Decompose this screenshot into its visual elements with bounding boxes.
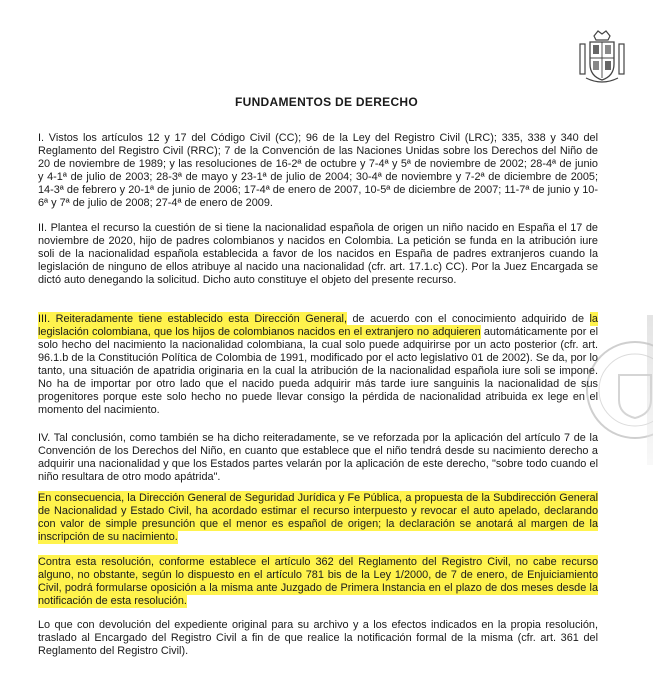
highlight-appeal: Contra esta resolución, conforme establece el artículo 362 del Reglamento del Registro Civil, no cabe recurso alguno, no obstante, según lo dispuesto en el artículo 781 bis de la Ley 1/2000, de 7 de enero, de Enjuiciamiento Civil, podrá formularse oposición a la misma ante Juzgado de Primera Instancia en el plazo de dos meses desde la notificación de esta resolución. xyxy=(38,556,598,607)
highlight-iii-a: III. Reiteradamente tiene establecido esta Dirección General, xyxy=(38,313,347,325)
paragraph-resolution xyxy=(38,492,598,544)
highlight-iii-b: la legislación colombiana, que los hijos de colombianos nacidos en el extranjero no adquieren xyxy=(38,313,598,338)
paragraph-closing: Lo que con devolución del expediente original para su archivo y a los efectos indicados en la propia resolución, traslado al Encargado del Registro Civil a fin de que realice la notificación formal de la misma (cfr. art. 361 del Reglamento del Registro Civil). xyxy=(38,619,598,657)
highlight-resolution: En consecuencia, la Dirección General de Seguridad Jurídica y Fe Pública, a propuesta de la Subdirección General de Nacionalidad y Estado Civil, ha acordado estimar el recurso interpuesto y revocar el auto apelado, declarando con valor de simple presunción que el menor es español de origen; la declaración se anotará al margen de la inscripción de su nacimiento. xyxy=(38,492,598,543)
paragraph-i: I. Vistos los artículos 12 y 17 del Código Civil (CC); 96 de la Ley del Registro Civil (LRC); 335, 338 y 340 del Reglamento del Registro Civil (RRC); 7 de la Convención de las Naciones Unidas sobre los Derechos del Niño de 20 de noviembre de 1989; y las resoluciones de 16-2ª de octubre y 7-4ª y 5ª de noviembre de 2002; 28-4ª de junio y 4-1ª de julio de 2003; 28-3ª de mayo y 23-1ª de julio de 2004; 30-4ª de noviembre y 7-2ª de diciembre de 2005; 14-3ª de febrero y 20-1ª de junio de 2006; 17-4ª de enero de 2007, 10-5ª de diciembre de 2007; 11-7ª de junio y 10-6ª y 7ª de julio de 2008; 27-4ª de enero de 2009. xyxy=(38,132,598,209)
paragraph-appeal xyxy=(38,556,598,608)
paragraph-iv: IV. Tal conclusión, como también se ha dicho reiteradamente, se ve reforzada por la aplicación del artículo 7 de la Convención de los Derechos del Niño, en cuanto que establece que el niño tendrá desde su nacimiento derecho a adquirir una nacionalidad y que los Estados partes velarán por la aplicación de este derecho, "sobre todo cuando el niño resultara de otro modo apátrida". xyxy=(38,432,598,483)
paragraph-iii xyxy=(38,313,598,417)
coat-of-arms-icon xyxy=(578,30,626,86)
paragraph-iii-text-a: de acuerdo con el conocimiento adquirido de xyxy=(347,313,590,325)
paragraph-iii-text-b: automáticamente por el solo hecho del nacimiento la nacionalidad colombiana, la cual solo puede adquirirse por un acto posterior (cfr. art. 96.1.b de la Constitución Política de Colombia de 1991, modificado por el acto legislativo 01 de 2002). Se da, por lo tanto, una situación de apatridia originaria en la cual la atribución de la nacionalidad española iure soli se impone. No ha de importar por otro lado que el nacido pueda adquirir más tarde iure sanguinis la nacionalidad de sus progenitores porque este solo hecho no puede llevar consigo la pérdida de nacionalidad atribuida ex lege en el momento del nacimiento. xyxy=(38,326,598,416)
paragraph-ii: II. Plantea el recurso la cuestión de si tiene la nacionalidad española de origen un niño nacido en España el 17 de noviembre de 2020, hijo de padres colombianos y nacidos en Colombia. La petición se funda en la atribución iure soli de la nacionalidad española establecida a favor de los nacidos en España de padres extranjeros cuando la legislación de ninguno de ellos atribuye al nacido una nacionalidad (cfr. art. 17.1.c) CC). Por la Juez Encargada se dictó auto denegando la solicitud. Dicho auto constituye el objeto del presente recurso. xyxy=(38,222,598,286)
scan-edge-shadow xyxy=(647,315,653,465)
section-title: FUNDAMENTOS DE DERECHO xyxy=(234,95,419,109)
